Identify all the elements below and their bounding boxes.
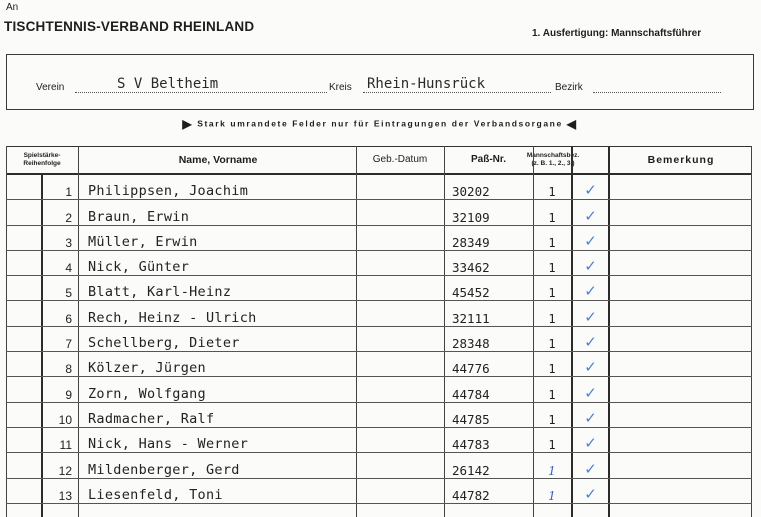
addressee-label: An [6,2,19,13]
club-info-box [6,54,754,110]
table-row [6,175,752,200]
remark [612,175,750,200]
birth-date [358,479,442,504]
player-name: Liesenfeld, Toni [88,486,223,503]
notice-text: Stark umrandete Felder nur für Eintragungen der Verbandsorgane [197,118,563,129]
row-number: 5 [65,286,72,301]
verified-check-icon: ✓ [584,333,597,352]
table-row [6,302,752,327]
birth-date [358,453,442,478]
kreis-label: Kreis [329,82,352,93]
pass-number: 28349 [452,234,490,250]
table-row [6,479,752,504]
team-designation: 1 [548,286,556,301]
birth-date [358,175,442,200]
bezirk-line [593,92,721,93]
pass-number: 44783 [452,437,490,453]
pass-number: 45452 [452,285,490,301]
team-designation: 1 [548,261,556,276]
row-number: 1 [65,185,72,200]
table-top-border [6,146,752,147]
kreis-field[interactable]: Rhein-Hunsrück [367,76,486,92]
row-number: 11 [59,438,72,453]
player-name: Mildenberger, Gerd [88,461,240,478]
player-name: Radmacher, Ralf [88,410,215,427]
verified-check-icon: ✓ [584,282,597,301]
birth-date [358,200,442,225]
remark [612,453,750,478]
player-name: Nick, Günter [88,259,190,276]
remark [612,403,750,428]
player-name: Rech, Heinz - Ulrich [88,309,257,326]
team-designation: 1 [548,438,556,453]
organization-name: TISCHTENNIS-VERBAND RHEINLAND [4,19,255,34]
verified-check-icon: ✓ [584,484,597,503]
table-row [6,200,752,225]
team-designation: 1 [548,362,556,377]
kreis-line [363,92,551,93]
verified-check-icon: ✓ [584,459,597,478]
team-designation: 1 [548,337,556,352]
team-designation: 1 [548,311,556,326]
roster-table [6,146,752,517]
remark [612,327,750,352]
triangle-left-icon: ◀ [566,117,578,131]
row-number: 6 [65,311,72,326]
verein-field[interactable]: S V Beltheim [117,76,219,92]
birth-date [358,428,442,453]
verein-label: Verein [36,82,65,93]
row-number: 8 [65,362,72,377]
copy-note: 1. Ausfertigung: Mannschaftsführer [532,28,702,39]
pass-number: 32111 [452,310,490,326]
row-number: 4 [65,261,72,276]
pass-number: 30202 [452,184,490,200]
team-designation: 1 [548,185,556,200]
notice-line [140,117,620,131]
remark [612,479,750,504]
birth-date [358,327,442,352]
table-row [6,403,752,428]
birth-date [358,352,442,377]
birth-date [358,226,442,251]
pass-number: 26142 [452,462,490,478]
verified-check-icon: ✓ [584,257,597,276]
row-number: 3 [65,235,72,250]
remark [612,200,750,225]
triangle-right-icon: ▶ [182,117,194,131]
row-number: 10 [58,412,72,427]
team-designation: 1 [548,412,556,427]
verified-check-icon: ✓ [584,408,597,427]
player-name: Blatt, Karl-Heinz [88,284,232,301]
birth-date [358,276,442,301]
header-spielstaerke: Spielstärke-Reihenfolge [23,151,61,167]
row-number: 7 [65,337,72,352]
pass-number: 33462 [452,260,490,276]
team-designation: 1 [548,235,556,250]
verified-check-icon: ✓ [584,383,597,402]
header-bemerkung: Bemerkung [647,153,715,166]
birth-date [358,302,442,327]
header-geb-datum: Geb.-Datum [372,154,428,165]
table-row [6,251,752,276]
verein-line [75,92,327,93]
team-designation: 1 [548,387,556,402]
pass-number: 28348 [452,336,490,352]
player-name: Schellberg, Dieter [88,335,240,352]
birth-date [358,403,442,428]
header-mannschaft: Mannschaftsbez. (z. B. 1., 2., 3.) [526,151,580,167]
header-pass-nr: Paß-Nr. [470,154,506,165]
player-name: Müller, Erwin [88,233,198,250]
row-divider [6,503,752,504]
table-row [6,226,752,251]
verified-check-icon: ✓ [584,231,597,250]
row-number: 9 [65,387,72,402]
table-row [6,377,752,402]
team-designation: 1 [548,210,556,225]
team-designation: 1 [548,488,556,503]
pass-number: 44782 [452,487,490,503]
remark [612,302,750,327]
player-name: Kölzer, Jürgen [88,360,206,377]
table-row [6,276,752,301]
team-designation: 1 [548,463,556,478]
row-number: 13 [58,488,72,503]
table-row [6,352,752,377]
pass-number: 44784 [452,386,490,402]
bezirk-label: Bezirk [555,82,583,93]
remark [612,377,750,402]
verified-check-icon: ✓ [584,181,597,200]
verified-check-icon: ✓ [584,307,597,326]
row-number: 12 [58,463,72,478]
remark [612,352,750,377]
player-name: Nick, Hans - Werner [88,436,249,453]
table-row [6,428,752,453]
pass-number: 44785 [452,411,490,427]
player-name: Philippsen, Joachim [88,183,249,200]
row-number: 2 [65,210,72,225]
header-name: Name, Vorname [178,153,258,166]
birth-date [358,251,442,276]
pass-number: 32109 [452,209,490,225]
table-row [6,453,752,478]
remark [612,251,750,276]
player-name: Braun, Erwin [88,208,190,225]
verified-check-icon: ✓ [584,206,597,225]
birth-date [358,377,442,402]
pass-number: 44776 [452,361,490,377]
remark [612,276,750,301]
remark [612,226,750,251]
table-row [6,327,752,352]
remark [612,428,750,453]
verified-check-icon: ✓ [584,434,597,453]
player-name: Zorn, Wolfgang [88,385,206,402]
verified-check-icon: ✓ [584,358,597,377]
